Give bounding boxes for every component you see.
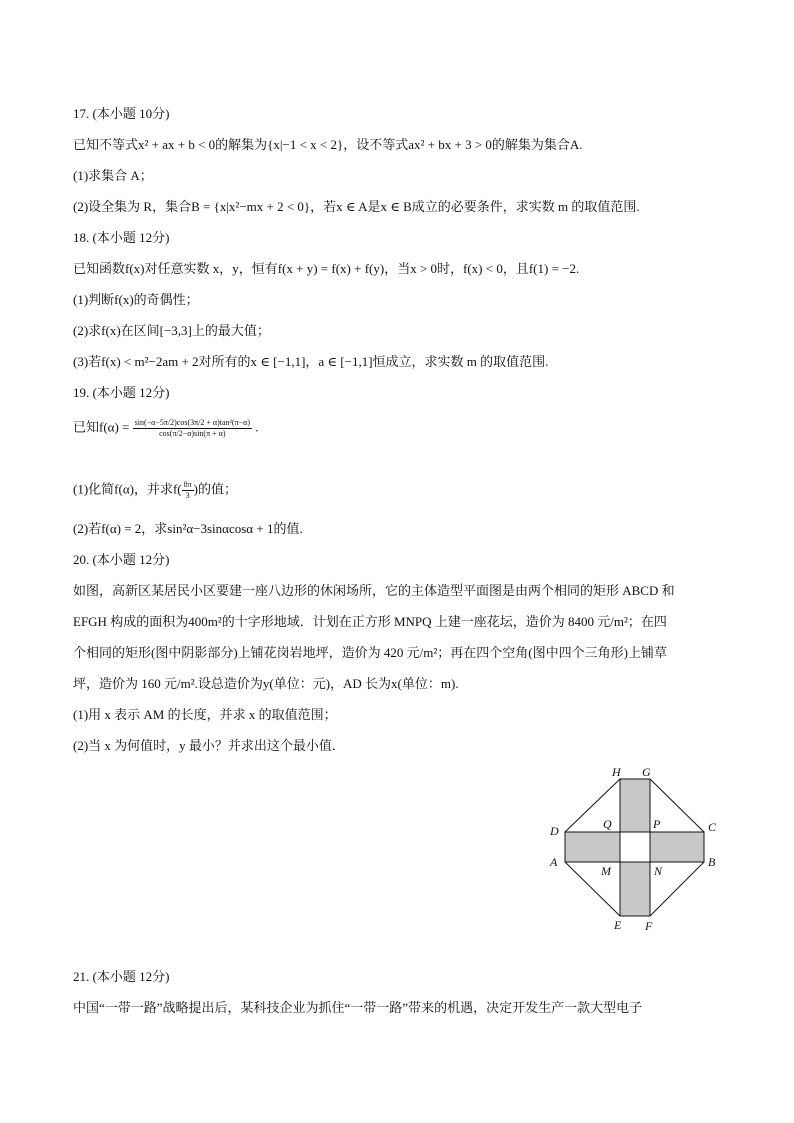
label-M: M: [601, 864, 611, 878]
q18-part2: (2)求f(x)在区间[−3,3]上的最大值；: [73, 323, 270, 338]
q19-part1-suffix: )的值；: [193, 481, 238, 497]
octagon-figure: [545, 762, 725, 934]
q18-part1: (1)判断f(x)的奇偶性；: [73, 292, 199, 307]
q20-stem-line1: 如图，高新区某居民小区要建一座八边形的休闲场所，它的主体造型平面图是由两个相同的矩形 ABCD 和: [73, 583, 675, 598]
label-N: N: [654, 864, 663, 878]
q19-stem-prefix: 已知f(α) =: [73, 419, 130, 435]
q19-header: 19. (本小题 12分): [73, 385, 170, 400]
label-G: G: [642, 765, 651, 779]
q19-part1: [73, 480, 237, 501]
label-Q: Q: [603, 817, 612, 831]
q20-part1: (1)用 x 表示 AM 的长度，并求 x 的取值范围；: [73, 707, 337, 722]
shaded-rect-top: [620, 779, 650, 832]
shaded-rect-right: [650, 832, 704, 862]
q19-numerator: sin(−α−5π/2)cos(3π/2 + α)tan²(π−α): [134, 418, 250, 427]
shaded-rect-bottom: [620, 862, 650, 916]
label-H: H: [612, 765, 621, 779]
edge-HD: [565, 779, 620, 832]
q19-part2: (2)若f(α) = 2，求sin²α−3sinαcosα + 1的值.: [73, 521, 303, 536]
label-C: C: [708, 820, 717, 834]
q20-stem-line4: 坪，造价为 160 元/m².设总造价为y(单位：元)，AD 长为x(单位：m).: [73, 676, 459, 691]
label-P: P: [653, 817, 661, 831]
label-F: F: [645, 919, 653, 933]
q19-part1-numerator: 8π: [183, 480, 192, 489]
q19-fraction: [133, 418, 252, 439]
q18-header: 18. (本小题 12分): [73, 230, 170, 245]
label-A: A: [550, 855, 558, 869]
q17-header: 17. (本小题 10分): [73, 106, 170, 121]
q20-stem-line2: EFGH 构成的面积为400m²的十字形地域．计划在正方形 MNPQ 上建一座花坛，造价为 8400 元/m²；在四: [73, 614, 667, 629]
q18-part3: (3)若f(x) < m²−2am + 2对所有的x ∈ [−1,1]，a ∈ [−1,1]恒成立，求实数 m 的取值范围.: [73, 354, 549, 369]
q18-stem: 已知函数f(x)对任意实数 x，y，恒有f(x + y) = f(x) + f(y)，当x > 0时，f(x) < 0，且f(1) = −2.: [73, 261, 580, 276]
label-E: E: [614, 918, 622, 932]
edge-AE: [565, 862, 620, 916]
q20-stem-line3: 个相同的矩形(图中阴影部分)上铺花岗岩地坪，造价为 420 元/m²；再在四个空角(图中四个三角形)上铺草: [73, 645, 667, 660]
q19-part1-denominator: 3: [185, 491, 190, 500]
label-D: D: [550, 824, 559, 838]
shaded-rect-left: [565, 832, 620, 862]
q21-header: 21. (本小题 12分): [73, 969, 170, 984]
q19-part1-prefix: (1)化简f(α)，并求f(: [73, 481, 182, 497]
q17-part1: (1)求集合 A；: [73, 168, 153, 183]
q20-header: 20. (本小题 12分): [73, 552, 170, 567]
q21-stem-line1: 中国“一带一路”战略提出后，某科技企业为抓住“一带一路”带来的机遇，决定开发生产一款大型电子: [73, 1000, 643, 1015]
label-B: B: [708, 855, 716, 869]
q20-part2: (2)当 x 为何值时，y 最小？并求出这个最小值．: [73, 738, 345, 753]
q19-stem: [73, 418, 258, 439]
q17-stem: 已知不等式x² + ax + b < 0的解集为{x|−1 < x < 2}，设不等式ax² + bx + 3 > 0的解集为集合A.: [73, 137, 583, 152]
q19-stem-suffix: .: [255, 419, 259, 435]
q19-denominator: cos(π/2−α)sin(π + α): [159, 429, 226, 438]
q19-part1-fraction: [182, 480, 194, 501]
q17-part2: (2)设全集为 R，集合B = {x|x²−mx + 2 < 0}，若x ∈ A是x ∈ B成立的必要条件，求实数 m 的取值范围.: [73, 199, 640, 214]
